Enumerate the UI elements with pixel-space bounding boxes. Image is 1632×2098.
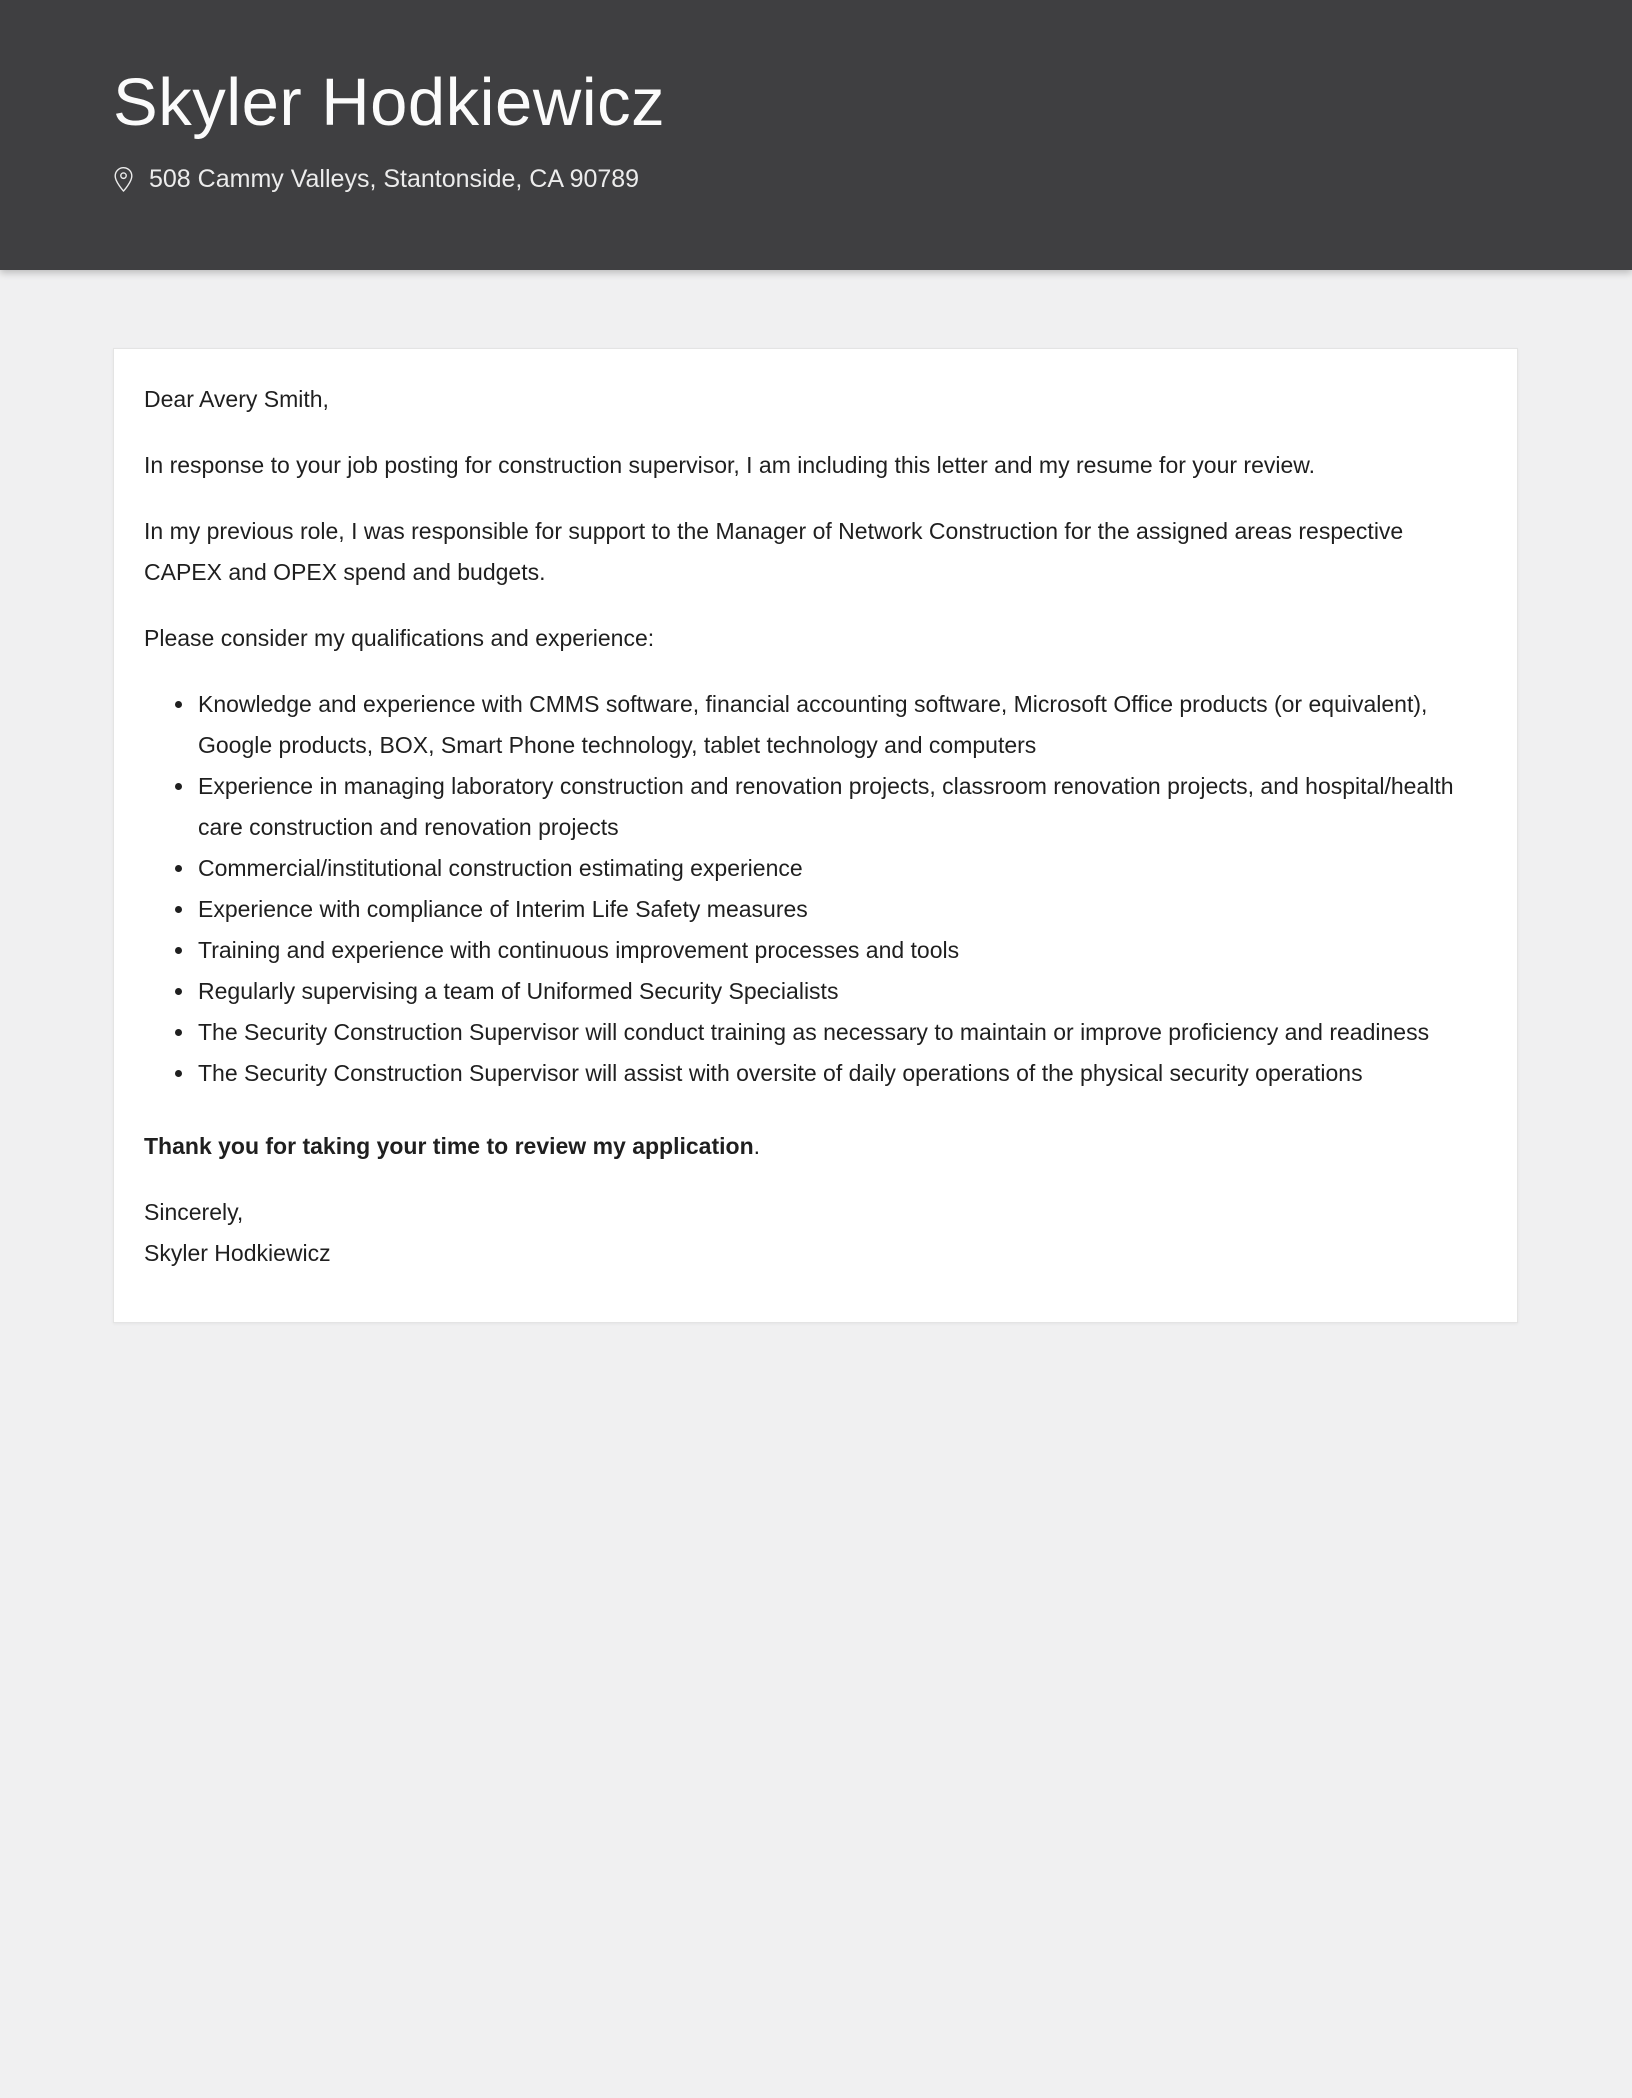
list-item: • Training and experience with continuous improvement processes and tools (196, 930, 1487, 971)
salutation: Dear Avery Smith, (144, 386, 329, 412)
header-banner (0, 0, 1632, 270)
location-pin-icon (113, 166, 134, 193)
paragraph-previous-role: In my previous role, I was responsible for support to the Manager of Network Construction for the assigned areas respective CAPEX and OPEX spend and budgets. (144, 518, 1404, 585)
list-item: • Experience in managing laboratory construction and renovation projects, classroom renovation projects, and hospital/health care construction and renovation projects (196, 766, 1487, 848)
signoff: Sincerely, (144, 1199, 244, 1225)
page-title: Skyler Hodkiewicz (113, 65, 666, 140)
list-item: • Regularly supervising a team of Uniformed Security Specialists (196, 971, 1487, 1012)
paragraph-intro: In response to your job posting for construction supervisor, I am including this letter and my resume for your review. (144, 452, 1316, 478)
list-item: • Commercial/institutional construction estimating experience (196, 848, 1487, 889)
closing-thanks-period: . (753, 1133, 761, 1159)
closing-thanks (144, 1126, 1487, 1167)
list-item: • Experience with compliance of Interim Life Safety measures (196, 889, 1487, 930)
list-item: • The Security Construction Supervisor will conduct training as necessary to maintain or improve proficiency and readiness (196, 1012, 1487, 1053)
signature-block (144, 1192, 1487, 1274)
signature-name: Skyler Hodkiewicz (144, 1240, 331, 1266)
address-row (113, 164, 1519, 194)
qualifications-list (144, 684, 1487, 1094)
list-item: • Knowledge and experience with CMMS software, financial accounting software, Microsoft Office products (or equivalent), Google products, BOX, Smart Phone technology, tablet technology and computers (196, 684, 1487, 766)
paragraph-qualifications-lead: Please consider my qualifications and experience: (144, 625, 655, 651)
letter-card (113, 348, 1518, 1323)
list-item: • The Security Construction Supervisor will assist with oversite of daily operations of the physical security operations (196, 1053, 1487, 1094)
closing-thanks-bold: Thank you for taking your time to review my application (144, 1133, 754, 1159)
address-text: 508 Cammy Valleys, Stantonside, CA 90789 (149, 165, 640, 193)
